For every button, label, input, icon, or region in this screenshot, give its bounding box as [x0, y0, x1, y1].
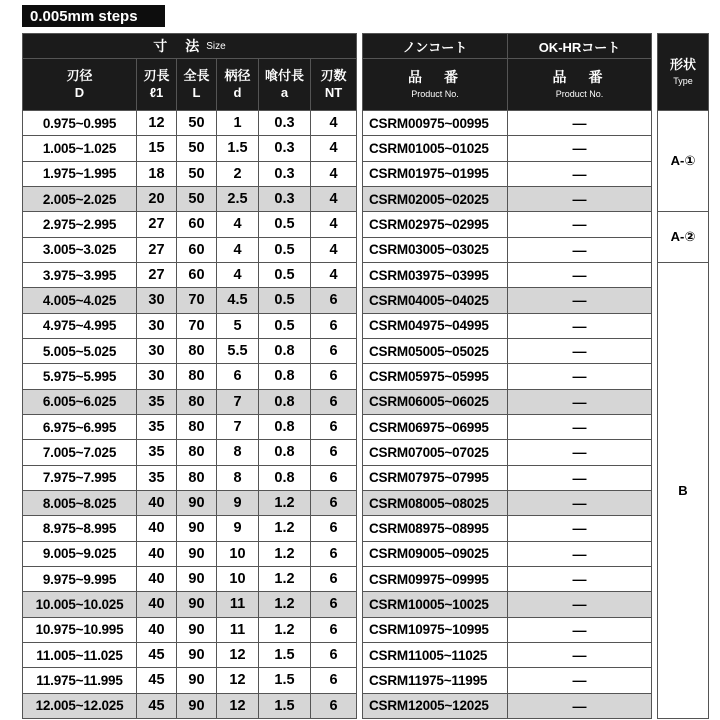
noncoat-product-no: CSRM02005~02025 [363, 187, 508, 212]
size-group-label-jp: 寸 法 [153, 38, 202, 54]
col-header-overall-length-symbol: L [192, 84, 201, 100]
size-cell-shank-diameter: 8 [217, 440, 259, 465]
size-cell-overall-length: 90 [177, 668, 217, 693]
size-cell-overall-length: 50 [177, 111, 217, 136]
okhr-product-no: — [508, 542, 652, 567]
noncoat-product-no: CSRM03975~03995 [363, 263, 508, 288]
noncoat-product-no: CSRM05975~05995 [363, 364, 508, 389]
okhr-product-no: — [508, 263, 652, 288]
size-cell-shank-diameter: 1 [217, 111, 259, 136]
size-cell-flute-length: 35 [137, 466, 177, 491]
size-cell-flutes: 4 [311, 263, 357, 288]
size-cell-flute-length: 27 [137, 212, 177, 237]
size-cell-chamfer-length: 0.5 [259, 212, 311, 237]
noncoat-product-no: CSRM05005~05025 [363, 339, 508, 364]
size-cell-chamfer-length: 0.5 [259, 238, 311, 263]
noncoat-product-no: CSRM01005~01025 [363, 136, 508, 161]
size-cell-flute-length: 40 [137, 542, 177, 567]
col-header-chamfer-length-symbol: a [280, 84, 289, 100]
col-header-chamfer-length [259, 59, 311, 111]
size-cell-shank-diameter: 1.5 [217, 136, 259, 161]
size-cell-shank-diameter: 4 [217, 212, 259, 237]
size-cell-diameter: 7.975~7.995 [23, 466, 137, 491]
size-cell-diameter: 11.005~11.025 [23, 643, 137, 668]
product-number-table [362, 33, 652, 719]
col-header-overall-length [177, 59, 217, 111]
size-cell-flute-length: 40 [137, 491, 177, 516]
size-cell-flute-length: 45 [137, 694, 177, 719]
size-cell-flutes: 6 [311, 288, 357, 313]
col-header-chamfer-length-jp: 喰付長 [264, 68, 304, 84]
okhr-product-no: — [508, 668, 652, 693]
okhr-product-no: — [508, 339, 652, 364]
size-cell-overall-length: 50 [177, 162, 217, 187]
size-cell-diameter: 1.005~1.025 [23, 136, 137, 161]
size-cell-flutes: 4 [311, 136, 357, 161]
size-cell-overall-length: 80 [177, 440, 217, 465]
size-cell-flutes: 6 [311, 390, 357, 415]
shape-type-header-jp: 形状 [669, 57, 696, 73]
size-cell-flutes: 6 [311, 567, 357, 592]
size-cell-flutes: 4 [311, 238, 357, 263]
size-cell-flute-length: 20 [137, 187, 177, 212]
size-cell-diameter: 9.975~9.995 [23, 567, 137, 592]
noncoat-product-no: CSRM11005~11025 [363, 643, 508, 668]
noncoat-product-no: CSRM07975~07995 [363, 466, 508, 491]
size-cell-chamfer-length: 1.5 [259, 694, 311, 719]
size-cell-diameter: 3.005~3.025 [23, 238, 137, 263]
okhr-product-no: — [508, 364, 652, 389]
okhr-product-no: — [508, 567, 652, 592]
okhr-product-no: — [508, 466, 652, 491]
size-cell-shank-diameter: 10 [217, 542, 259, 567]
size-cell-overall-length: 70 [177, 314, 217, 339]
size-cell-overall-length: 70 [177, 288, 217, 313]
size-cell-diameter: 4.975~4.995 [23, 314, 137, 339]
size-cell-chamfer-length: 1.2 [259, 516, 311, 541]
spec-table [22, 33, 709, 719]
size-cell-diameter: 12.005~12.025 [23, 694, 137, 719]
size-cell-chamfer-length: 1.2 [259, 491, 311, 516]
size-cell-shank-diameter: 6 [217, 364, 259, 389]
col-header-diameter [23, 59, 137, 111]
size-cell-chamfer-length: 1.2 [259, 567, 311, 592]
size-cell-flutes: 6 [311, 694, 357, 719]
size-cell-flute-length: 35 [137, 390, 177, 415]
col-header-flutes [311, 59, 357, 111]
size-cell-diameter: 10.005~10.025 [23, 592, 137, 617]
size-cell-chamfer-length: 1.2 [259, 542, 311, 567]
size-cell-overall-length: 90 [177, 694, 217, 719]
size-cell-flute-length: 18 [137, 162, 177, 187]
size-cell-chamfer-length: 0.3 [259, 187, 311, 212]
size-cell-flutes: 6 [311, 466, 357, 491]
size-cell-diameter: 8.975~8.995 [23, 516, 137, 541]
okhr-product-no: — [508, 643, 652, 668]
noncoat-product-no: CSRM04975~04995 [363, 314, 508, 339]
size-group-label-en: Size [206, 40, 226, 52]
size-cell-flutes: 6 [311, 491, 357, 516]
col-header-flute-length-jp: 刃長 [143, 68, 170, 84]
size-cell-flute-length: 12 [137, 111, 177, 136]
noncoat-product-no: CSRM10005~10025 [363, 592, 508, 617]
size-cell-overall-length: 80 [177, 364, 217, 389]
size-cell-flutes: 6 [311, 618, 357, 643]
shape-type-column [657, 33, 709, 719]
okhr-product-no: — [508, 390, 652, 415]
size-cell-flute-length: 35 [137, 415, 177, 440]
size-cell-flute-length: 30 [137, 288, 177, 313]
size-cell-chamfer-length: 0.8 [259, 339, 311, 364]
col-header-shank-diameter-symbol: d [233, 84, 242, 100]
size-cell-flute-length: 27 [137, 238, 177, 263]
col-header-shank-diameter [217, 59, 259, 111]
okhr-product-no-jp: 品 番 [552, 69, 607, 86]
size-cell-shank-diameter: 7 [217, 390, 259, 415]
size-cell-flute-length: 30 [137, 364, 177, 389]
okhr-product-no: — [508, 212, 652, 237]
size-cell-chamfer-length: 0.5 [259, 314, 311, 339]
col-header-diameter-symbol: D [74, 84, 85, 100]
size-cell-shank-diameter: 9 [217, 516, 259, 541]
size-cell-flute-length: 30 [137, 314, 177, 339]
size-cell-shank-diameter: 9 [217, 491, 259, 516]
size-cell-flute-length: 30 [137, 339, 177, 364]
noncoat-product-no: CSRM08975~08995 [363, 516, 508, 541]
shape-type-span: A-② [658, 212, 709, 263]
shape-type-span: A-① [658, 111, 709, 212]
size-cell-flutes: 6 [311, 314, 357, 339]
size-cell-overall-length: 50 [177, 136, 217, 161]
size-cell-diameter: 8.005~8.025 [23, 491, 137, 516]
noncoat-product-no: CSRM03005~03025 [363, 238, 508, 263]
col-header-overall-length-jp: 全長 [183, 68, 210, 84]
size-cell-flute-length: 15 [137, 136, 177, 161]
size-cell-shank-diameter: 10 [217, 567, 259, 592]
size-cell-chamfer-length: 0.8 [259, 364, 311, 389]
size-cell-chamfer-length: 0.5 [259, 263, 311, 288]
size-cell-chamfer-length: 0.8 [259, 440, 311, 465]
size-cell-overall-length: 60 [177, 212, 217, 237]
size-cell-overall-length: 90 [177, 592, 217, 617]
noncoat-product-no: CSRM04005~04025 [363, 288, 508, 313]
size-cell-overall-length: 80 [177, 339, 217, 364]
size-cell-shank-diameter: 11 [217, 618, 259, 643]
noncoat-product-no-header [363, 59, 508, 111]
noncoat-product-no: CSRM07005~07025 [363, 440, 508, 465]
size-cell-shank-diameter: 12 [217, 668, 259, 693]
size-cell-diameter: 10.975~10.995 [23, 618, 137, 643]
size-cell-overall-length: 80 [177, 390, 217, 415]
col-header-flutes-jp: 刃数 [320, 68, 347, 84]
okhr-product-no: — [508, 516, 652, 541]
size-cell-chamfer-length: 0.3 [259, 111, 311, 136]
size-cell-flutes: 6 [311, 592, 357, 617]
size-cell-shank-diameter: 5.5 [217, 339, 259, 364]
okhr-product-no: — [508, 187, 652, 212]
size-cell-flute-length: 40 [137, 618, 177, 643]
noncoat-group-header: ノンコート [363, 34, 508, 59]
size-cell-flutes: 6 [311, 415, 357, 440]
size-cell-chamfer-length: 1.2 [259, 618, 311, 643]
okhr-product-no: — [508, 618, 652, 643]
size-cell-shank-diameter: 5 [217, 314, 259, 339]
size-cell-overall-length: 90 [177, 491, 217, 516]
size-cell-flutes: 4 [311, 187, 357, 212]
size-cell-chamfer-length: 0.8 [259, 415, 311, 440]
size-cell-overall-length: 80 [177, 415, 217, 440]
okhr-product-no: — [508, 440, 652, 465]
size-cell-flutes: 6 [311, 643, 357, 668]
size-cell-diameter: 5.005~5.025 [23, 339, 137, 364]
size-table [22, 33, 357, 719]
size-cell-shank-diameter: 12 [217, 643, 259, 668]
size-cell-chamfer-length: 0.5 [259, 288, 311, 313]
size-cell-diameter: 2.975~2.995 [23, 212, 137, 237]
size-cell-shank-diameter: 2.5 [217, 187, 259, 212]
noncoat-product-no: CSRM08005~08025 [363, 491, 508, 516]
size-cell-overall-length: 90 [177, 516, 217, 541]
okhr-product-no: — [508, 136, 652, 161]
size-cell-chamfer-length: 0.8 [259, 390, 311, 415]
okhr-product-no-header [508, 59, 652, 111]
size-cell-flutes: 4 [311, 162, 357, 187]
size-cell-diameter: 2.005~2.025 [23, 187, 137, 212]
size-cell-overall-length: 60 [177, 238, 217, 263]
size-cell-diameter: 4.005~4.025 [23, 288, 137, 313]
size-cell-flute-length: 27 [137, 263, 177, 288]
size-cell-diameter: 9.005~9.025 [23, 542, 137, 567]
size-cell-flutes: 6 [311, 440, 357, 465]
noncoat-product-no-en: Product No. [411, 88, 459, 99]
size-cell-diameter: 3.975~3.995 [23, 263, 137, 288]
col-header-shank-diameter-jp: 柄径 [224, 68, 251, 84]
size-cell-shank-diameter: 11 [217, 592, 259, 617]
okhr-product-no: — [508, 111, 652, 136]
col-header-flutes-symbol: NT [324, 84, 343, 100]
size-cell-flutes: 6 [311, 339, 357, 364]
okhr-product-no: — [508, 592, 652, 617]
size-cell-diameter: 11.975~11.995 [23, 668, 137, 693]
size-cell-flute-length: 45 [137, 643, 177, 668]
okhr-product-no: — [508, 415, 652, 440]
shape-type-header-en: Type [673, 75, 693, 86]
okhr-group-header: OK-HRコート [508, 34, 652, 59]
size-cell-overall-length: 50 [177, 187, 217, 212]
okhr-product-no: — [508, 314, 652, 339]
noncoat-product-no: CSRM09005~09025 [363, 542, 508, 567]
size-cell-flutes: 4 [311, 111, 357, 136]
noncoat-product-no: CSRM00975~00995 [363, 111, 508, 136]
size-cell-flute-length: 40 [137, 516, 177, 541]
size-cell-overall-length: 60 [177, 263, 217, 288]
size-cell-diameter: 0.975~0.995 [23, 111, 137, 136]
size-cell-chamfer-length: 1.2 [259, 592, 311, 617]
size-cell-overall-length: 90 [177, 567, 217, 592]
shape-type-header [658, 34, 709, 111]
size-cell-overall-length: 90 [177, 643, 217, 668]
noncoat-product-no: CSRM06005~06025 [363, 390, 508, 415]
col-header-flute-length-symbol: ℓ1 [149, 84, 164, 100]
noncoat-product-no-jp: 品 番 [408, 69, 462, 86]
noncoat-product-no: CSRM09975~09995 [363, 567, 508, 592]
size-cell-flute-length: 40 [137, 592, 177, 617]
noncoat-product-no: CSRM02975~02995 [363, 212, 508, 237]
size-cell-shank-diameter: 8 [217, 466, 259, 491]
size-cell-flute-length: 40 [137, 567, 177, 592]
okhr-product-no: — [508, 238, 652, 263]
size-cell-shank-diameter: 2 [217, 162, 259, 187]
size-cell-diameter: 7.005~7.025 [23, 440, 137, 465]
size-cell-flute-length: 35 [137, 440, 177, 465]
size-cell-overall-length: 90 [177, 542, 217, 567]
size-cell-chamfer-length: 0.8 [259, 466, 311, 491]
size-cell-diameter: 6.005~6.025 [23, 390, 137, 415]
okhr-product-no: — [508, 694, 652, 719]
size-cell-overall-length: 90 [177, 618, 217, 643]
size-cell-chamfer-length: 0.3 [259, 136, 311, 161]
col-header-flute-length [137, 59, 177, 111]
size-cell-shank-diameter: 7 [217, 415, 259, 440]
size-cell-flutes: 6 [311, 668, 357, 693]
shape-type-span: B [658, 263, 709, 719]
size-cell-diameter: 6.975~6.995 [23, 415, 137, 440]
size-cell-flutes: 4 [311, 212, 357, 237]
okhr-product-no-en: Product No. [555, 88, 604, 99]
size-cell-diameter: 1.975~1.995 [23, 162, 137, 187]
size-cell-flute-length: 45 [137, 668, 177, 693]
size-cell-shank-diameter: 12 [217, 694, 259, 719]
size-cell-shank-diameter: 4.5 [217, 288, 259, 313]
noncoat-product-no: CSRM12005~12025 [363, 694, 508, 719]
size-cell-diameter: 5.975~5.995 [23, 364, 137, 389]
okhr-product-no: — [508, 162, 652, 187]
steps-label: 0.005mm steps [22, 5, 165, 27]
size-cell-shank-diameter: 4 [217, 263, 259, 288]
size-cell-flutes: 6 [311, 364, 357, 389]
noncoat-product-no: CSRM01975~01995 [363, 162, 508, 187]
noncoat-product-no: CSRM11975~11995 [363, 668, 508, 693]
okhr-product-no: — [508, 288, 652, 313]
col-header-diameter-jp: 刃径 [66, 68, 93, 84]
size-cell-flutes: 6 [311, 516, 357, 541]
size-group-header [23, 34, 357, 59]
size-cell-chamfer-length: 0.3 [259, 162, 311, 187]
noncoat-product-no: CSRM10975~10995 [363, 618, 508, 643]
okhr-product-no: — [508, 491, 652, 516]
size-cell-shank-diameter: 4 [217, 238, 259, 263]
size-cell-flutes: 6 [311, 542, 357, 567]
size-cell-chamfer-length: 1.5 [259, 668, 311, 693]
size-cell-overall-length: 80 [177, 466, 217, 491]
size-cell-chamfer-length: 1.5 [259, 643, 311, 668]
noncoat-product-no: CSRM06975~06995 [363, 415, 508, 440]
